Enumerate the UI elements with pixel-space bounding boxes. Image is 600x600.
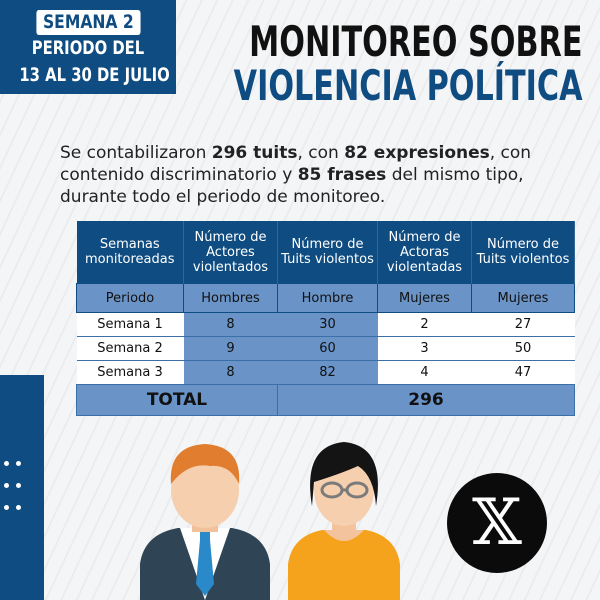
table-cell: 60 bbox=[278, 337, 378, 361]
table-cell: 50 bbox=[472, 337, 575, 361]
subheader-cell: Mujeres bbox=[472, 284, 575, 313]
intro-highlight: 296 tuits bbox=[211, 143, 298, 163]
table-cell: 4 bbox=[378, 361, 472, 385]
header-cell: Número de Actores violentados bbox=[184, 221, 278, 284]
table-cell: 47 bbox=[472, 361, 575, 385]
header-cell: Número de Tuits violentos bbox=[278, 221, 378, 284]
table-cell: Semana 1 bbox=[77, 313, 184, 337]
woman-avatar-icon bbox=[284, 436, 404, 600]
total-label: TOTAL bbox=[77, 385, 278, 416]
table-total-row bbox=[77, 385, 575, 416]
subheader-cell: Periodo bbox=[77, 284, 184, 313]
table-header-row bbox=[77, 221, 575, 284]
table-cell: 8 bbox=[184, 313, 278, 337]
week-label: SEMANA 2 bbox=[36, 10, 140, 35]
table-cell: 82 bbox=[278, 361, 378, 385]
table-subheader-row bbox=[77, 284, 575, 313]
subheader-cell: Mujeres bbox=[378, 284, 472, 313]
subheader-cell: Hombres bbox=[184, 284, 278, 313]
man-avatar-icon bbox=[130, 436, 280, 600]
table-cell: Semana 3 bbox=[77, 361, 184, 385]
period-line-1: PERIODO DEL bbox=[31, 37, 145, 59]
intro-highlight: 82 expresiones bbox=[344, 143, 490, 163]
table-cell: 9 bbox=[184, 337, 278, 361]
intro-part: Se contabilizaron bbox=[60, 143, 212, 163]
table-cell: 2 bbox=[378, 313, 472, 337]
intro-part: , con bbox=[297, 143, 345, 163]
monitoring-table bbox=[76, 221, 575, 416]
page-title bbox=[98, 17, 583, 110]
period-line-2: 13 AL 30 DE JULIO bbox=[19, 64, 170, 86]
title-line-2: VIOLENCIA POLÍTICA bbox=[233, 61, 582, 110]
table-row bbox=[77, 313, 575, 337]
subheader-cell: Hombre bbox=[278, 284, 378, 313]
header-cell: Número de Tuits violentos bbox=[472, 221, 575, 284]
table-row bbox=[77, 337, 575, 361]
intro-text bbox=[60, 142, 580, 208]
table-cell: 8 bbox=[184, 361, 278, 385]
intro-highlight: 85 frases bbox=[297, 165, 387, 185]
table-cell: 27 bbox=[472, 313, 575, 337]
x-logo-icon: 𝕏 bbox=[447, 473, 547, 573]
table-cell: Semana 2 bbox=[77, 337, 184, 361]
header-cell: Número de Actoras violentadas bbox=[378, 221, 472, 284]
table-cell: 3 bbox=[378, 337, 472, 361]
total-value: 296 bbox=[278, 385, 575, 416]
table-cell: 30 bbox=[278, 313, 378, 337]
title-line-1: MONITOREO SOBRE bbox=[248, 17, 582, 66]
header-cell: Semanas monitoreadas bbox=[77, 221, 184, 284]
intro-part: del mismo tipo, durante todo el periodo de monitoreo. bbox=[60, 165, 524, 207]
intro-part: , con contenido discriminatorio y bbox=[60, 143, 532, 185]
dots-decoration bbox=[4, 461, 34, 527]
table-row bbox=[77, 361, 575, 385]
